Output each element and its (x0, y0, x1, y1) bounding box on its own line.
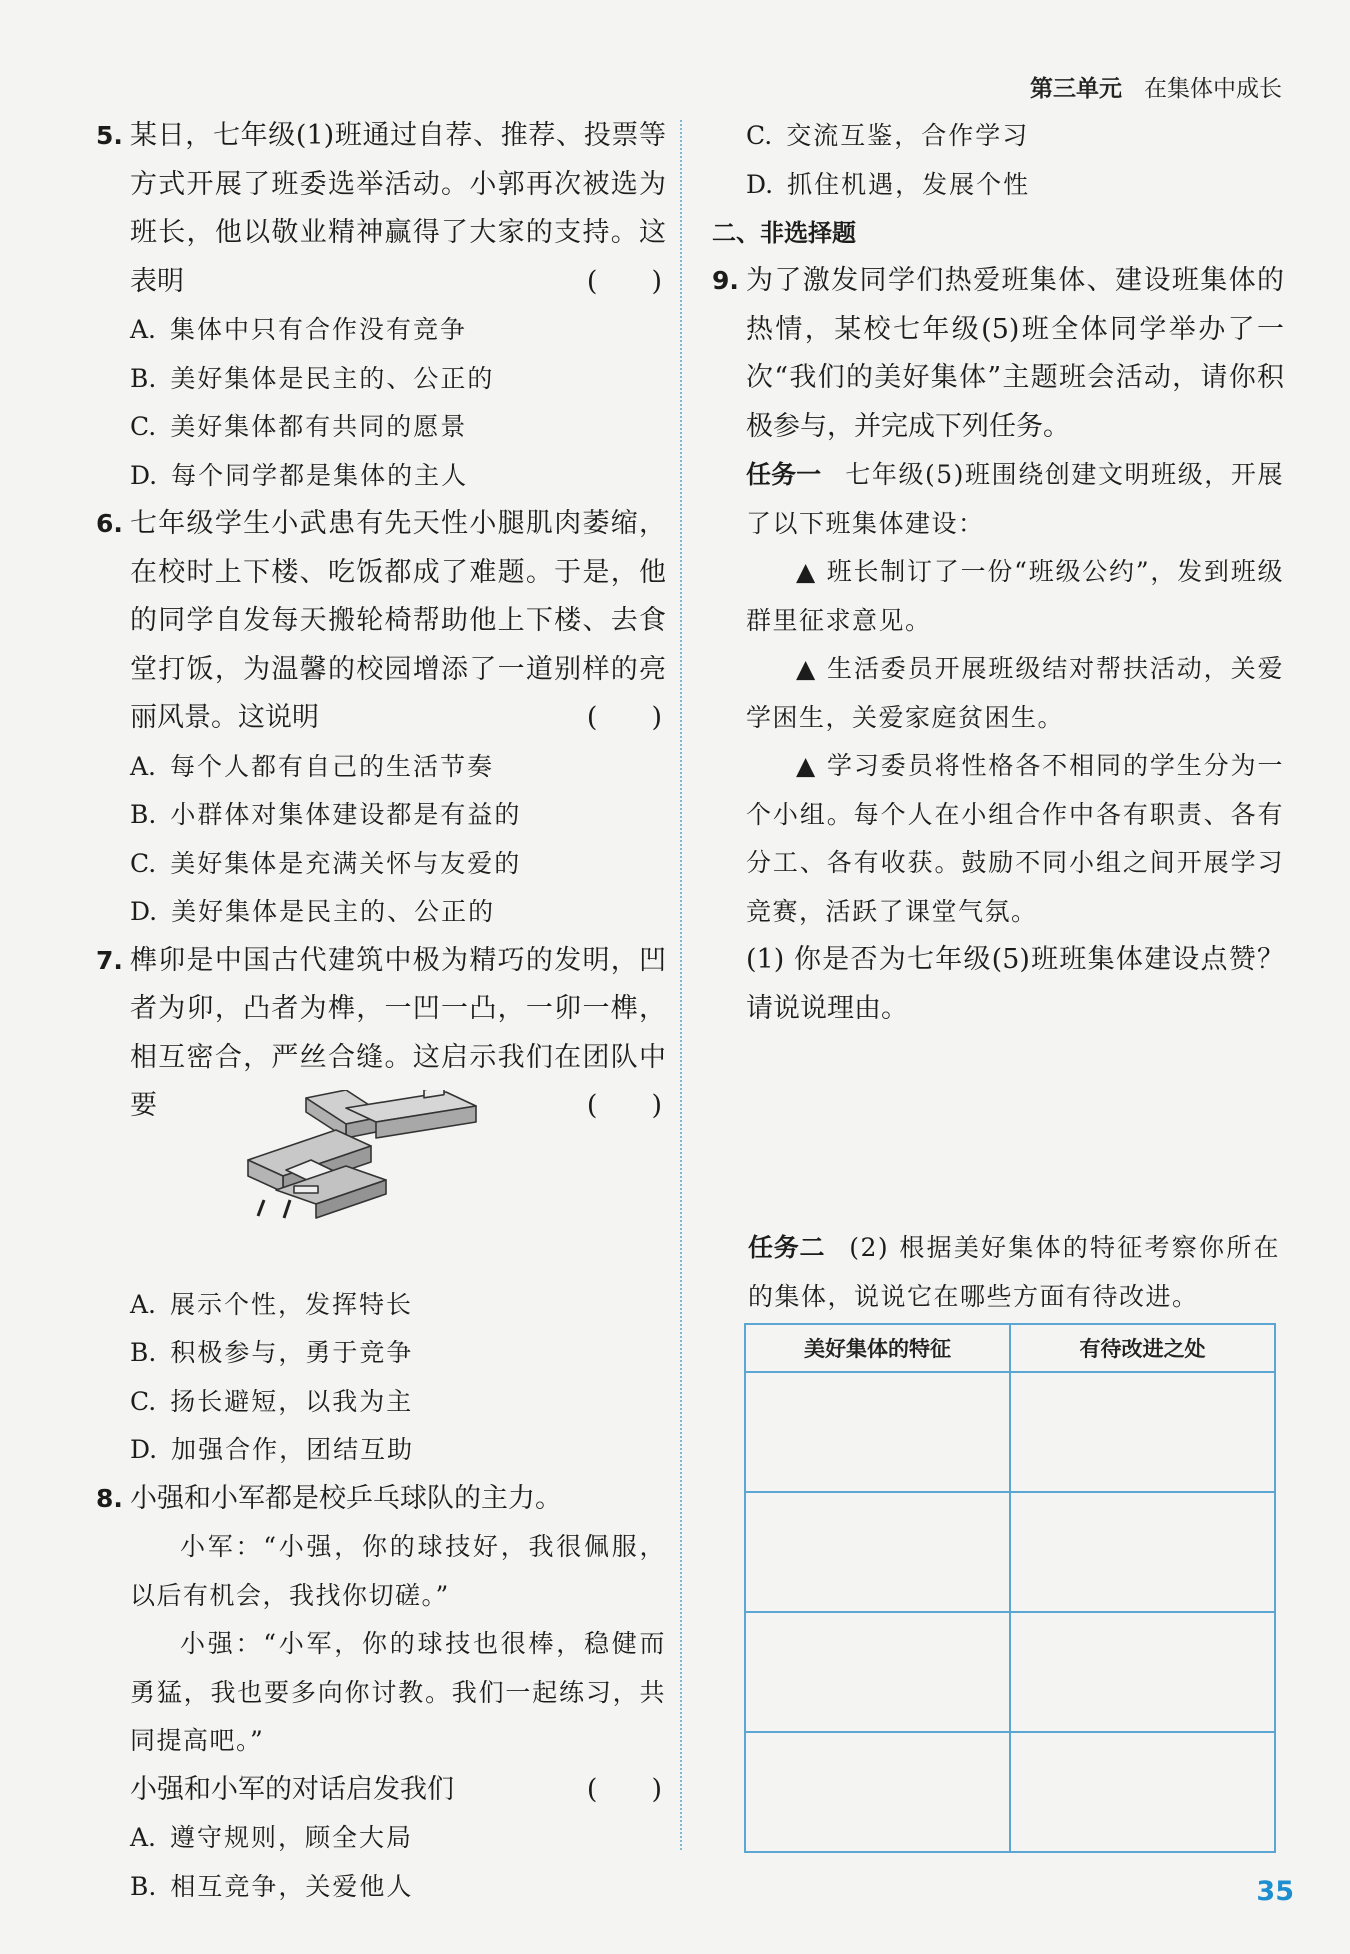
option-c: C. 美好集体是充满关怀与友爱的 (130, 848, 522, 878)
table-row (745, 1732, 1275, 1852)
question-stem: 七年级学生小武患有先天性小腿肌肉萎缩，在校时上下楼、吃饭都成了难题。于是，他的同学自发每天搬轮椅帮助他上下楼、去食堂打饭，为温馨的校园增添了一道别样的亮丽风景。这说明 ( ) (130, 500, 666, 743)
option-a: A. 集体中只有合作没有竞争 (130, 315, 468, 344)
table-row (745, 1612, 1275, 1732)
option-b: B. 小群体对集体建设都是有益的 (130, 800, 522, 829)
bullet-item: ▲ 班长制订了一份“班级公约”，发到班级群里征求意见。 (746, 557, 1284, 635)
left-column (96, 112, 666, 1911)
answer-cell[interactable] (745, 1612, 1010, 1732)
question-number: 7. (96, 945, 123, 975)
option-d: D. 每个同学都是集体的主人 (130, 460, 469, 490)
answer-paren: ( ) (586, 702, 662, 733)
q8-option-d: D. 抓住机遇，发展个性 (746, 169, 1031, 199)
answer-cell[interactable] (745, 1372, 1010, 1492)
question-number: 5. (96, 121, 123, 150)
answer-paren: ( ) (586, 265, 662, 297)
sub-question-1: (1) 你是否为七年级(5)班班集体建设点赞？请说说理由。 (746, 944, 1284, 1024)
section-title: 二、非选择题 (712, 219, 856, 247)
unit-label: 第三单元 (1030, 76, 1122, 102)
option-b: B. 美好集体是民主的、公正的 (130, 363, 495, 393)
answer-cell[interactable] (745, 1732, 1010, 1852)
bullet-item: ▲ 学习委员将性格各不相同的学生分为一个小组。每个人在小组合作中各有职责、各有分工、各有收获。鼓励不同小组之间开展学习竞赛，活跃了课堂气氛。 (746, 751, 1284, 926)
table-row (745, 1372, 1275, 1492)
answer-paren: ( ) (586, 1090, 662, 1121)
question-ask: 小强和小军的对话启发我们 ( ) (130, 1766, 666, 1815)
option-c: C. 美好集体都有共同的愿景 (130, 412, 468, 441)
task-one: 任务一 七年级(5)班围绕创建文明班级，开展了以下班集体建设： (746, 460, 1284, 538)
right-column (712, 112, 1284, 1033)
page-header (1030, 70, 1282, 103)
task-two (748, 1224, 1280, 1321)
dialog-xiaojun: 小军：“小强，你的球技好，我很佩服，以后有机会，我找你切磋。” (130, 1532, 666, 1610)
mortise-tenon-illustration (246, 1090, 536, 1220)
dialog-xiaoqiang: 小强：“小军，你的球技也很棒，稳健而勇猛，我也要多向你讨教。我们一起练习，共同提高吧。” (130, 1629, 666, 1755)
page-number: 35 (1256, 1876, 1294, 1907)
answer-cell[interactable] (1010, 1732, 1275, 1852)
question-number: 9. (712, 266, 739, 295)
answer-cell[interactable] (745, 1492, 1010, 1612)
table-header-features: 美好集体的特征 (745, 1324, 1010, 1372)
answer-table (744, 1323, 1276, 1853)
answer-cell[interactable] (1010, 1372, 1275, 1492)
option-a: A. 遵守规则，顾全大局 (130, 1823, 414, 1852)
question-8 (96, 1475, 666, 1912)
question-6 (96, 500, 666, 937)
sub-question-2: (2) 根据美好集体的特征考察你所在的集体，说说它在哪些方面有待改进。 (748, 1233, 1280, 1311)
option-b: B. 相互竞争，关爱他人 (130, 1871, 414, 1901)
question-stem: 榫卯是中国古代建筑中极为精巧的发明，凹者为卯，凸者为榫，一凹一凸，一卯一榫，相互密合，严丝合缝。这启示我们在团队中要 ( ) (130, 937, 666, 1131)
option-d: D. 美好集体是民主的、公正的 (130, 897, 496, 926)
bullet-item: ▲ 生活委员开展班级结对帮扶活动，关爱学困生，关爱家庭贫困生。 (746, 654, 1284, 732)
unit-title: 在集体中成长 (1144, 76, 1282, 102)
option-b: B. 积极参与，勇于竞争 (130, 1338, 414, 1367)
option-c: C. 扬长避短，以我为主 (130, 1386, 414, 1416)
task-label: 任务二 (748, 1233, 826, 1262)
option-a: A. 每个人都有自己的生活节奏 (130, 751, 495, 781)
question-9 (712, 257, 1284, 1033)
answer-cell[interactable] (1010, 1612, 1275, 1732)
question-stem: 某日，七年级(1)班通过自荐、推荐、投票等方式开展了班委选举活动。小郭再次被选为班长，他以敬业精神赢得了大家的支持。这表明 ( ) (130, 112, 666, 306)
question-stem: 为了激发同学们热爱班集体、建设班集体的热情，某校七年级(5)班全体同学举办了一次“我们的美好集体”主题班会活动，请你积极参与，并完成下列任务。 (746, 265, 1284, 442)
answer-paren: ( ) (586, 1773, 662, 1805)
question-5 (96, 112, 666, 500)
question-stem: 小强和小军都是校乒乓球队的主力。 (130, 1482, 562, 1514)
answer-cell[interactable] (1010, 1492, 1275, 1612)
option-d: D. 加强合作，团结互助 (130, 1435, 415, 1464)
task-label: 任务一 (746, 460, 822, 489)
option-a: A. 展示个性，发挥特长 (130, 1289, 414, 1319)
question-number: 8. (96, 1483, 123, 1513)
table-header-improvements: 有待改进之处 (1010, 1324, 1275, 1372)
q8-option-c: C. 交流互鉴，合作学习 (746, 121, 1030, 150)
question-number: 6. (96, 509, 123, 538)
column-divider (680, 120, 682, 1850)
table-row (745, 1492, 1275, 1612)
